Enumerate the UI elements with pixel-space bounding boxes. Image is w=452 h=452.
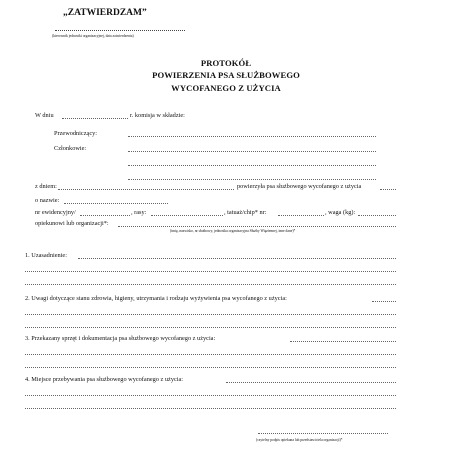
- approval-signature-caption: (kierownik jednostki organizacyjnej, data zatwierdzenia): [52, 34, 134, 38]
- chairperson-label: Przewodniczący:: [54, 130, 98, 137]
- breed-field: [151, 215, 223, 216]
- section-1-field: [78, 258, 396, 259]
- weight-field: [358, 215, 396, 216]
- caretaker-signature-line: [258, 433, 388, 434]
- section-3-label: 3. Przekazany sprzęt i dokumentacja psa służbowego wycofanego z użycia:: [25, 335, 216, 342]
- caretaker-field: [118, 226, 396, 227]
- section-1-field: [25, 271, 396, 272]
- members-label: Członkowie:: [54, 145, 87, 152]
- chairperson-field: [128, 136, 376, 137]
- weight-label: , waga (kg):: [325, 209, 356, 216]
- from-date-label: z dniem:: [35, 183, 57, 190]
- entrusted-text: powierzyła psa służbowego wycofanego z użycia: [237, 183, 362, 190]
- section-3-field: [290, 341, 396, 342]
- caretaker-label: opiekunowi lub organizacji*:: [35, 220, 109, 227]
- from-date-field: [58, 189, 234, 190]
- section-1-field: [25, 284, 396, 285]
- caretaker-caption: (imię, nazwisko, nr służbowy, jednostka organizacyjna Służby Więziennej, inne dane)*: [170, 229, 296, 233]
- entrusted-field: [380, 189, 396, 190]
- section-3-field: [25, 367, 396, 368]
- section-2-label: 2. Uwagi dotyczące stanu zdrowia, higieny, utrzymania i rodzaju wyżywienia psa wycofanego z użycia:: [25, 295, 287, 302]
- section-4-field: [25, 408, 396, 409]
- approval-heading: „ZATWIERDZAM”: [63, 8, 147, 18]
- date-label: W dniu: [35, 112, 54, 119]
- record-number-field: [80, 215, 130, 216]
- breed-label: , rasy:: [131, 209, 147, 216]
- section-2-field: [372, 301, 396, 302]
- section-4-field: [25, 395, 396, 396]
- section-3-field: [25, 354, 396, 355]
- section-2-field: [25, 327, 396, 328]
- protocol-title: PROTOKÓŁ: [200, 58, 252, 68]
- protocol-subtitle-1: POWIERZENIA PSA SŁUŻBOWEGO: [152, 70, 300, 80]
- section-4-field: [226, 382, 396, 383]
- record-number-label: nr ewidencyjny/: [35, 209, 76, 216]
- member-field: [128, 179, 376, 180]
- commission-label: r. komisja w składzie:: [130, 112, 185, 119]
- dog-name-label: o nazwie:: [35, 197, 60, 204]
- member-field: [128, 151, 376, 152]
- caretaker-signature-caption: (czytelny podpis opiekuna lub przedstawiciela organizacji)*: [256, 438, 343, 442]
- protocol-subtitle-2: WYCOFANEGO Z UŻYCIA: [171, 83, 281, 93]
- tattoo-field: [278, 215, 324, 216]
- date-field: [62, 118, 128, 119]
- member-field: [128, 165, 376, 166]
- tattoo-label: , tatuaż/chip* nr:: [224, 209, 267, 216]
- approval-signature-line: [55, 30, 185, 31]
- dog-name-field: [64, 203, 168, 204]
- section-2-field: [25, 314, 396, 315]
- section-1-label: 1. Uzasadnienie:: [25, 252, 67, 259]
- section-4-label: 4. Miejsce przebywania psa służbowego wycofanego z użycia:: [25, 376, 184, 383]
